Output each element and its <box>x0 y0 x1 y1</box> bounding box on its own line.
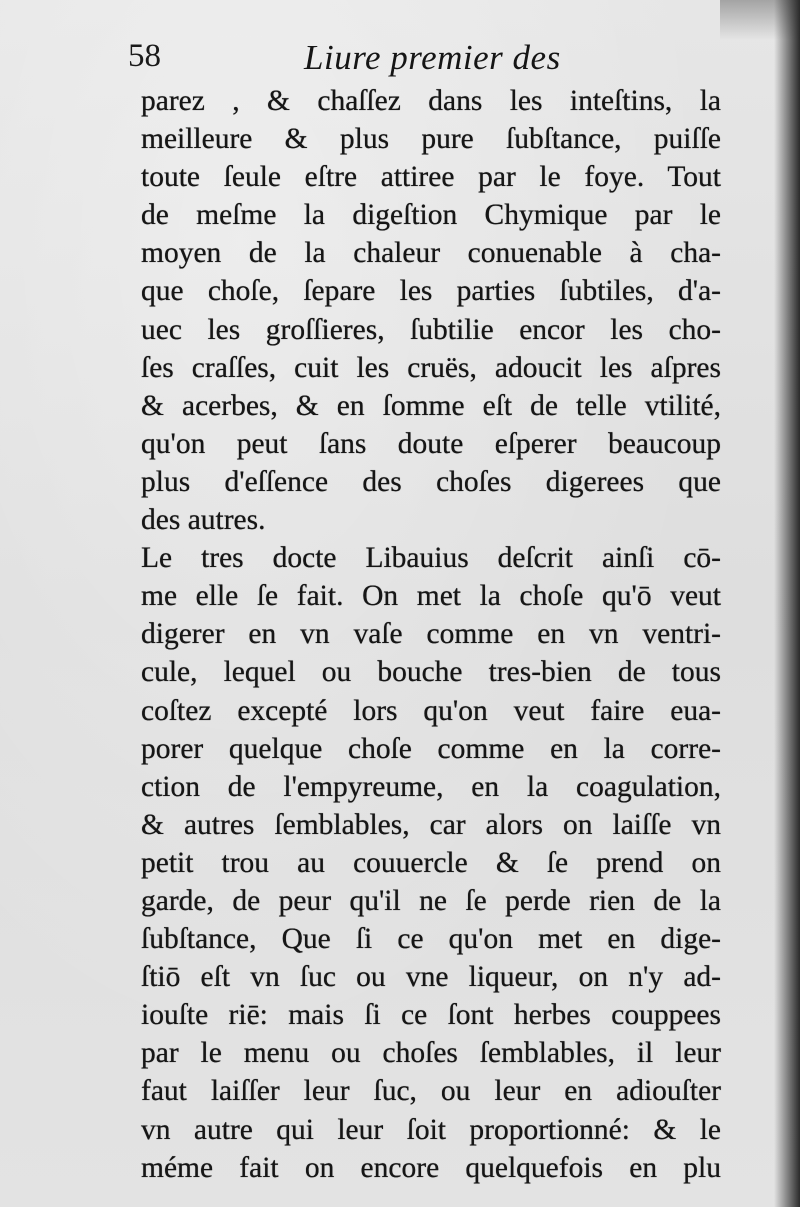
running-title: Liure premier des <box>304 38 561 77</box>
page-number: 58 <box>128 38 161 74</box>
page-edge-shadow <box>774 0 800 1207</box>
text-line: meilleure & plus pure ſubſtance, puiſſe <box>141 123 721 156</box>
text-line: petit trou au couuercle & ſe prend on <box>141 846 721 879</box>
text-line: qu'on peut ſans doute eſperer beaucoup <box>141 427 721 460</box>
text-line: faut laiſſer leur ſuc, ou leur en adiouſter <box>141 1075 721 1108</box>
text-line: & autres ſemblables, car alors on laiſſe vn <box>141 808 721 841</box>
text-line: Le tres docte Libauius deſcrit ainſi cō- <box>141 542 721 575</box>
text-line: porer quelque choſe comme en la corre- <box>141 732 721 765</box>
text-line: ſtiō eſt vn ſuc ou vne liqueur, on n'y ad- <box>141 961 721 994</box>
text-line: par le menu ou choſes ſemblables, il leur <box>141 1037 721 1070</box>
text-line: plus d'eſſence des choſes digerees que <box>141 465 721 498</box>
text-line: coſtez excepté lors qu'on veut faire eua- <box>141 694 721 727</box>
text-line: que choſe, ſepare les parties ſubtiles, d'a- <box>141 275 721 308</box>
text-line: ſubſtance, Que ſi ce qu'on met en dige- <box>141 923 721 956</box>
text-line: cule, lequel ou bouche tres-bien de tous <box>141 656 721 689</box>
page-header <box>128 38 728 82</box>
text-line: ſes craſſes, cuit les cruës, adoucit les aſpres <box>141 351 721 384</box>
text-line: toute ſeule eſtre attiree par le foye. Tout <box>141 161 721 194</box>
text-line: ction de l'empyreume, en la coagulation, <box>141 770 721 803</box>
text-line: garde, de peur qu'il ne ſe perde rien de la <box>141 884 721 917</box>
text-line: iouſte riē: mais ſi ce ſont herbes couppees <box>141 999 721 1032</box>
text-line: méme fait on encore quelquefois en plu <box>141 1151 721 1184</box>
text-line: vn autre qui leur ſoit proportionné: & le <box>141 1113 721 1146</box>
body-text <box>141 82 721 1187</box>
text-line: parez , & chaſſez dans les inteſtins, la <box>141 85 721 117</box>
text-line: me elle ſe fait. On met la choſe qu'ō veut <box>141 580 721 613</box>
text-line: des autres. <box>141 504 266 537</box>
page-corner-shadow <box>720 0 800 40</box>
text-line: uec les groſſieres, ſubtilie encor les cho- <box>141 313 721 346</box>
text-line: digerer en vn vaſe comme en vn ventri- <box>141 618 721 651</box>
text-line: de meſme la digeſtion Chymique par le <box>141 199 721 232</box>
text-line: moyen de la chaleur conuenable à cha- <box>141 237 721 270</box>
text-line: & acerbes, & en ſomme eſt de telle vtilité, <box>141 389 721 422</box>
